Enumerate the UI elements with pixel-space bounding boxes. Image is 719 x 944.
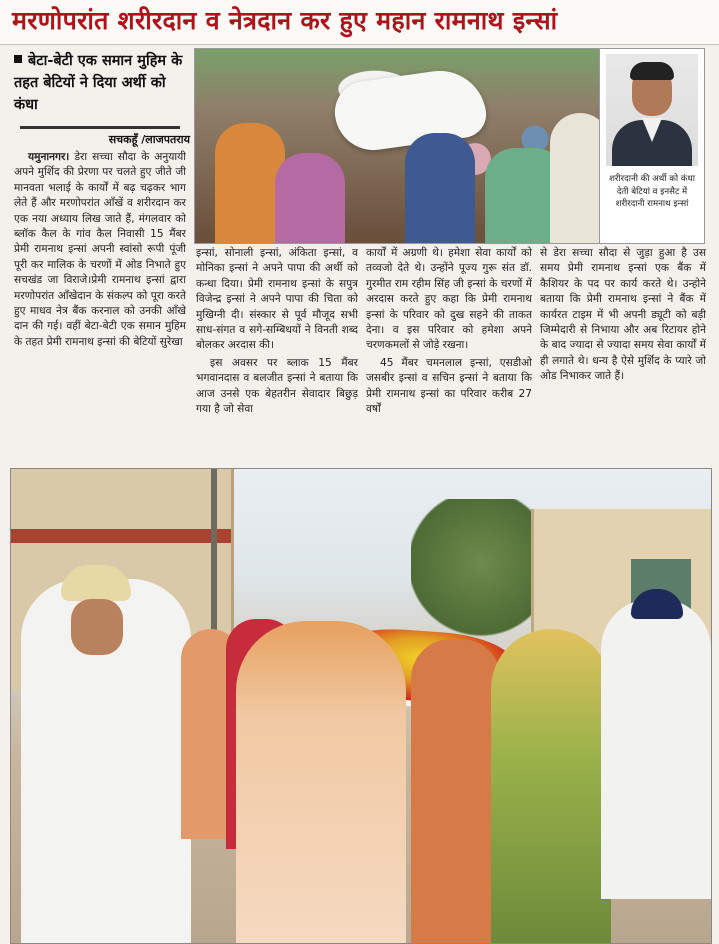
daughter-3 [491, 629, 611, 943]
column-3-para-2: 45 मैंबर चमनलाल इन्सां, एसडीओ जसबीर इन्सां व सचिन इन्सां ने बताया कि प्रेमी रामनाथ इन्सां का परिवार करीब 27 वर्षों [366, 356, 532, 416]
headline-banner [0, 0, 719, 45]
face [71, 599, 123, 655]
bullet-icon [14, 55, 22, 63]
portrait-inset [599, 48, 705, 244]
mourner [405, 133, 475, 243]
turban [61, 565, 131, 601]
article-column-3 [366, 246, 532, 464]
article-column-1 [14, 150, 186, 464]
hair [630, 62, 674, 80]
subheading-text: बेटा-बेटी एक समान मुहिम के तहत बेटियों ने दिया अर्थी को कंधा [14, 53, 183, 113]
dateline: यमुनानगर। [28, 151, 70, 163]
headline: मरणोपरांत शरीरदान व नेत्रदान कर हुए महान रामनाथ इन्सां [12, 6, 558, 35]
house-ledge [11, 529, 231, 543]
article-column-4 [540, 246, 706, 464]
photo-caption: शरीरदानी की अर्थी को कंधा देती बेटियां व इनसैट में शरीरदानी रामनाथ इन्सां [609, 174, 695, 209]
divider [20, 126, 180, 129]
article-column-2 [196, 246, 358, 464]
column-2-para-1: इन्सां, सोनाली इन्सां, अंकिता इन्सां, व मोनिका इन्सां ने अपने पापा की अर्थी को कन्धा दिया। प्रेमी रामनाथ इन्सां के सपुत्र विजेन्द्र इन्सां ने अपने पापा की चिता को मुखिग्नी दी। संस्कार से पूर्व मौजूद सभी साध-संगत व सगे-सम्बिधयों ने विनती शब्द बोलकर अरदास की। [196, 247, 358, 352]
mourner [550, 113, 600, 243]
funeral-procession-photo [10, 468, 712, 944]
funeral-photo-top [194, 48, 600, 244]
daughter-1 [236, 621, 406, 943]
portrait-photo [606, 54, 698, 166]
man-right [601, 599, 711, 899]
column-2-para-2: इस अवसर पर ब्लाक 15 मैंबर भगवानदास व बलजीत इन्सां ने बताया कि आज उनसे एक बेहतरीन सेवादार बिछुड़ गया है जो सेवा [196, 356, 358, 416]
column-3-para-1: कार्यों में अग्रणी थे। हमेशा सेवा कार्यों को तव्वजो देते थे। उन्होंने पूज्य गुरू संत डॉ. गुरमीत राम रहीम सिंह जी इन्सां के चरणों में अरदास करते हुए कहा कि प्रेमी रामनाथ इन्सां के परिवार को दुख सहने की ताकत देना। व इस परिवार को हमेशा अपने चरणकमलों से जोड़े रखना। [366, 247, 532, 352]
daughter-2 [411, 639, 501, 943]
column-4-text: से डेरा सच्चा सौदा से जुड़ा हुआ है उस समय प्रेमी रामनाथ इन्सां एक बैंक में कैशियर के पद पर कार्य करते थे। उन्होने बताया कि प्रेमी रामनाथ इन्सां ने बैंक में कार्यरत टाइम में भी अपनी ड्यूटी को बड़ी जिम्मेदारी से निभाया और अब रिटायर होने के बाद ज्यादा से ज्यादा समय सेवा कार्यों में ही लगाते थे। धन्य है ऐसे मुर्शिद के प्यारे जो ओड निभाकर जाते हैं। [540, 247, 706, 383]
mourner [275, 153, 345, 243]
byline: सचकहूँ /लाजपतराय [108, 133, 190, 146]
subheading [14, 50, 190, 116]
column-1-text: डेरा सच्चा सौदा के अनुयायी अपने मुर्शिद की प्रेरणा पर चलते हुए जीते जी मानवता भलाई के कार्यों में बढ़ चढ़कर भाग लेते हैं और मरणोपरांत आँखें व शरीरदान कर एक नया अध्याय लिख जाते हैं, मंगलवार को ब्लॉक कैल के गांव कैल निवासी 15 मैंबर प्रेमी रामनाथ इन्सां अपनी स्वांसो रूपी पूंजी पूरी कर मालिक के चरणों में ओड निभाते हुए सचखंड जा विराजे।प्रेमी रामनाथ इन्सां द्वारा मरणोपरांत आँखेदान के संकल्प को पूरा करते हुए माधव नेत्र बैंक करनाल को उनकी आँखे दान की गई। वहीं बेटा-बेटी एक समान मुहिम के तहत प्रेमी रामनाथ इन्सां की बेटियों सुरेखा [14, 151, 186, 348]
